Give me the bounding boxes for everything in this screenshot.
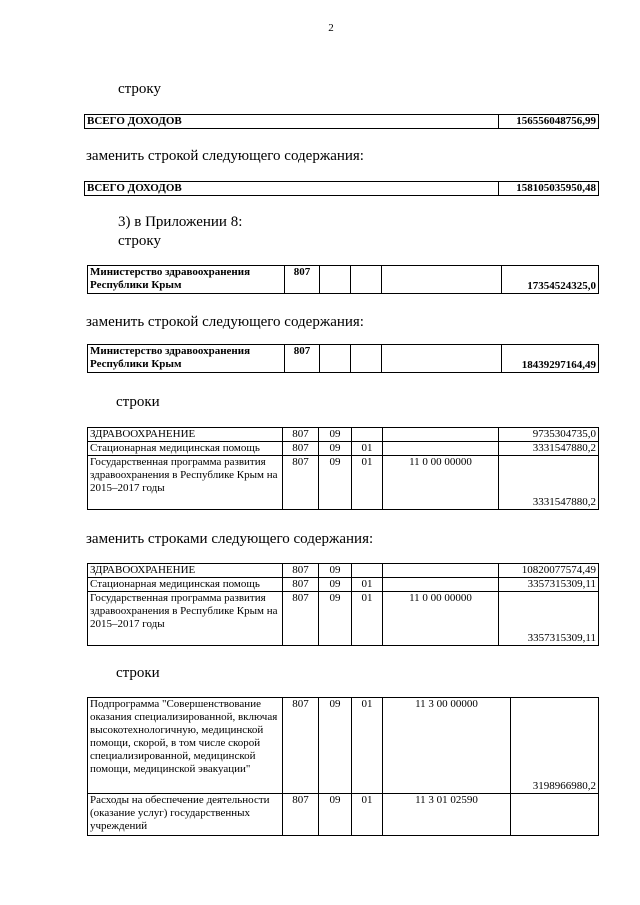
cell-empty: [320, 345, 351, 373]
cell-name: ЗДРАВООХРАНЕНИЕ: [88, 428, 283, 442]
table-row: [85, 182, 599, 196]
cell-code: 807: [285, 345, 320, 373]
table-row: [88, 794, 599, 836]
text-replace-1: заменить строкой следующего содержания:: [86, 148, 364, 164]
cell-value: 17354524325,0: [502, 266, 599, 294]
cell-c3: 01: [352, 442, 383, 456]
cell-empty: [382, 345, 502, 373]
cell-c1: 807: [283, 564, 319, 578]
text-stroki: строки: [116, 394, 160, 410]
cell-name: Министерство здравоохранения Республики Крым: [88, 345, 285, 373]
cell-c2: 09: [319, 564, 352, 578]
table-total-income-old: [84, 114, 599, 129]
cell-c2: 09: [319, 442, 352, 456]
cell-empty: [382, 266, 502, 294]
table-row: [88, 442, 599, 456]
cell-value: 3357315309,11: [499, 592, 599, 646]
cell-c1: 807: [283, 698, 319, 794]
cell-label: ВСЕГО ДОХОДОВ: [85, 182, 499, 196]
cell-c4: [383, 564, 499, 578]
cell-c1: 807: [283, 578, 319, 592]
text-stroku: строку: [118, 81, 161, 97]
cell-empty: [351, 345, 382, 373]
cell-c3: 01: [352, 456, 383, 510]
cell-value: 18439297164,49: [502, 345, 599, 373]
cell-c1: 807: [283, 442, 319, 456]
table-row: [88, 578, 599, 592]
cell-value: 10820077574,49: [499, 564, 599, 578]
cell-label: ВСЕГО ДОХОДОВ: [85, 115, 499, 129]
cell-value: 158105035950,48: [499, 182, 599, 196]
cell-c2: 09: [319, 578, 352, 592]
cell-name: ЗДРАВООХРАНЕНИЕ: [88, 564, 283, 578]
text-stroku-2: строку: [118, 233, 161, 249]
cell-c2: 09: [319, 794, 352, 836]
table-subprogram: [87, 697, 599, 836]
table-row: [88, 428, 599, 442]
cell-c4: 11 0 00 00000: [383, 456, 499, 510]
page-number: 2: [328, 22, 334, 34]
table-health-new: [87, 563, 599, 646]
cell-c4: 11 0 00 00000: [383, 592, 499, 646]
cell-empty: [320, 266, 351, 294]
table-row: [88, 456, 599, 510]
text-replace-2: заменить строкой следующего содержания:: [86, 314, 364, 330]
table-row: [88, 592, 599, 646]
cell-c3: [352, 428, 383, 442]
cell-name: Стационарная медицинская помощь: [88, 442, 283, 456]
table-ministry-old: [87, 265, 599, 294]
cell-c3: 01: [352, 794, 383, 836]
cell-name: Расходы на обеспечение деятельности (оказание услуг) государственных учреждений: [88, 794, 283, 836]
table-row: [88, 345, 599, 373]
cell-name: Государственная программа развития здравоохранения в Республике Крым на 2015–2017 годы: [88, 592, 283, 646]
text-stroki-2: строки: [116, 665, 160, 681]
cell-c1: 807: [283, 794, 319, 836]
cell-c1: 807: [283, 428, 319, 442]
table-row: [85, 115, 599, 129]
cell-c1: 807: [283, 592, 319, 646]
cell-c2: 09: [319, 698, 352, 794]
cell-c2: 09: [319, 428, 352, 442]
cell-name: Подпрограмма "Совершенствование оказания специализированной, включая высокотехнологичную, медицинской помощи, скорой, в том числе скорой специализированной, медицинской помощи, медицинской эвакуации": [88, 698, 283, 794]
cell-value: 3331547880,2: [499, 456, 599, 510]
cell-c3: 01: [352, 592, 383, 646]
cell-code: 807: [285, 266, 320, 294]
cell-c3: 01: [352, 698, 383, 794]
table-ministry-new: [87, 344, 599, 373]
cell-name: Стационарная медицинская помощь: [88, 578, 283, 592]
cell-c4: [383, 578, 499, 592]
cell-c3: 01: [352, 578, 383, 592]
cell-c1: 807: [283, 456, 319, 510]
table-health-old: [87, 427, 599, 510]
cell-value: 156556048756,99: [499, 115, 599, 129]
cell-value: 9735304735,0: [499, 428, 599, 442]
cell-c2: 09: [319, 592, 352, 646]
cell-value: [511, 794, 599, 836]
cell-value: 3198966980,2: [511, 698, 599, 794]
cell-c4: [383, 428, 499, 442]
cell-c3: [352, 564, 383, 578]
cell-value: 3331547880,2: [499, 442, 599, 456]
table-total-income-new: [84, 181, 599, 196]
cell-name: Министерство здравоохранения Республики Крым: [88, 266, 285, 294]
cell-c4: 11 3 01 02590: [383, 794, 511, 836]
cell-value: 3357315309,11: [499, 578, 599, 592]
cell-name: Государственная программа развития здравоохранения в Республике Крым на 2015–2017 годы: [88, 456, 283, 510]
table-row: [88, 266, 599, 294]
cell-c4: [383, 442, 499, 456]
table-row: [88, 698, 599, 794]
table-row: [88, 564, 599, 578]
cell-c2: 09: [319, 456, 352, 510]
text-replace-3: заменить строками следующего содержания:: [86, 531, 374, 547]
cell-c4: 11 3 00 00000: [383, 698, 511, 794]
text-appendix: 3) в Приложении 8:: [118, 214, 243, 230]
cell-empty: [351, 266, 382, 294]
